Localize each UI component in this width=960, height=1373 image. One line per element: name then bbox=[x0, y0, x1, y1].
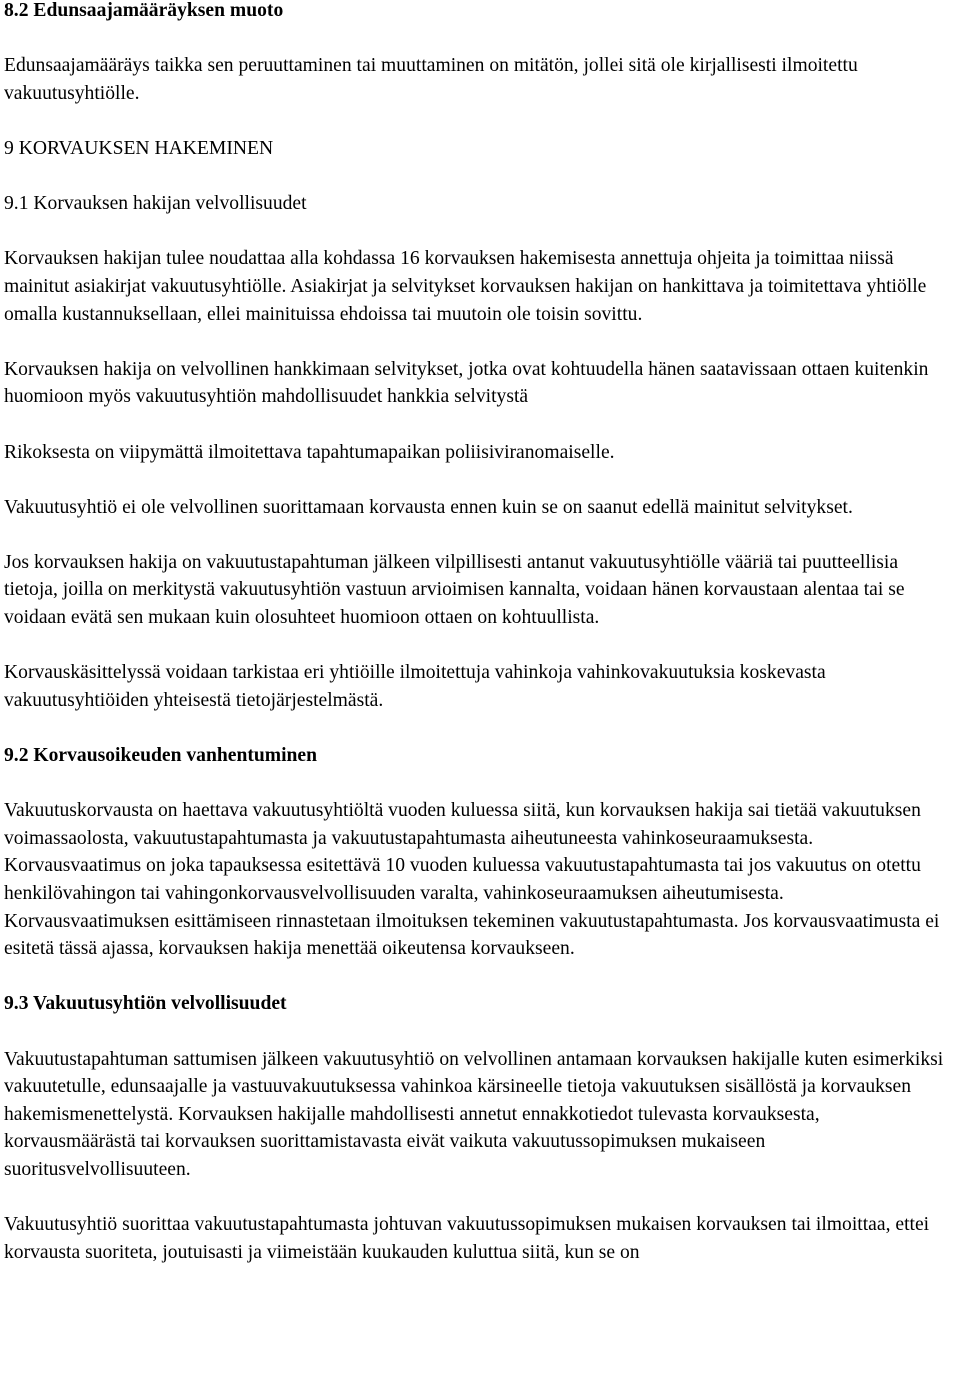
section-9-2-paragraph-2: Korvausvaatimuksen esittämiseen rinnastetaan ilmoituksen tekeminen vakuutustapahtumasta. Jos korvausvaatimusta ei esitetä tässä ajassa, korvauksen hakija menettää oikeutensa korvaukseen. bbox=[4, 910, 940, 960]
document-page bbox=[4, 0, 954, 1266]
section-9-1-paragraph-3: Rikoksesta on viipymättä ilmoitettava tapahtumapaikan poliisiviranomaiselle. bbox=[4, 441, 615, 463]
section-9-1-heading: 9.1 Korvauksen hakijan velvollisuudet bbox=[4, 193, 307, 215]
section-9-1-paragraph-1: Korvauksen hakijan tulee noudattaa alla kohdassa 16 korvauksen hakemisesta annettuja ohjeita ja toimittaa niissä mainitut asiakirjat vakuutusyhtiölle. Asiakirjat ja selvitykset korvauksen hakijan on hankittava ja toimitettava yhtiölle omalla kustannuksellaan, ellei mainituissa ehdoissa tai muutoin ole toisin sovittu. bbox=[4, 248, 927, 325]
section-9-3-paragraph-1: Vakuutustapahtuman sattumisen jälkeen vakuutusyhtiö on velvollinen antamaan korvauksen hakijalle kuten esimerkiksi vakuutetulle, edunsaajalle ja vastuuvakuutuksessa vahinkoa kärsineelle tietoja vakuutuksen sisällöstä ja korvauksen hakemismenettelystä. Korvauksen hakijalle mahdollisesti annetut ennakkotiedot tulevasta korvauksesta, korvausmäärästä tai korvauksen suorittamistavasta eivät vaikuta vakuutussopimuksen mukaiseen suoritusvelvollisuuteen. bbox=[4, 1048, 944, 1180]
section-9-1-paragraph-4: Vakuutusyhtiö ei ole velvollinen suorittamaan korvausta ennen kuin se on saanut edellä mainitut selvitykset. bbox=[4, 496, 853, 518]
section-9-2-heading: 9.2 Korvausoikeuden vanhentuminen bbox=[4, 745, 318, 767]
section-9-1-paragraph-2: Korvauksen hakija on velvollinen hankkimaan selvitykset, jotka ovat kohtuudella hänen saatavissaan ottaen kuitenkin huomioon myös vakuutusyhtiön mahdollisuudet hankkia selvitystä bbox=[4, 358, 929, 408]
section-9-2-paragraph-1: Vakuutuskorvausta on haettava vakuutusyhtiöltä vuoden kuluessa siitä, kun korvauksen hakija sai tietää vakuutuksen voimassaolosta, vakuutustapahtumasta ja vakuutustapahtumasta aiheutuneesta vahinkoseuraamuksesta. Korvausvaatimus on joka tapauksessa esitettävä 10 vuoden kuluessa vakuutustapahtumasta tai jos vakuutus on otettu henkilövahingon tai vahingonkorvausvelvollisuuden varalta, vahinkoseuraamuksen aiheutumisesta. bbox=[4, 800, 921, 904]
section-9-1-paragraph-6: Korvauskäsittelyssä voidaan tarkistaa eri yhtiöille ilmoitettuja vahinkoja vahinkovakuutuksia koskevasta vakuutusyhtiöiden yhteisestä tietojärjestelmästä. bbox=[4, 662, 826, 711]
section-9-3-heading: 9.3 Vakuutusyhtiön velvollisuudet bbox=[4, 993, 287, 1015]
section-9-1-paragraph-5: Jos korvauksen hakija on vakuutustapahtuman jälkeen vilpillisesti antanut vakuutusyhtiölle vääriä tai puutteellisia tietoja, joilla on merkitystä vakuutusyhtiön vastuun arvioimisen kannalta, voidaan hänen korvaustaan alentaa tai se voidaan evätä sen mukaan kuin olosuhteet huomioon ottaen on kohtuullista. bbox=[4, 551, 905, 629]
section-8-2-paragraph: Edunsaajamääräys taikka sen peruuttaminen tai muuttaminen on mitätön, jollei sitä ole kirjallisesti ilmoitettu vakuutusyhtiölle. bbox=[4, 55, 858, 104]
section-9-heading: 9 KORVAUKSEN HAKEMINEN bbox=[4, 137, 274, 159]
section-9-3-paragraph-2: Vakuutusyhtiö suorittaa vakuutustapahtumasta johtuvan vakuutussopimuksen mukaisen korvauksen tai ilmoittaa, ettei korvausta suoriteta, joutuisasti ja viimeistään kuukauden kuluttua siitä, kun se on bbox=[4, 1214, 930, 1263]
section-8-2-heading: 8.2 Edunsaajamääräyksen muoto bbox=[4, 0, 284, 21]
